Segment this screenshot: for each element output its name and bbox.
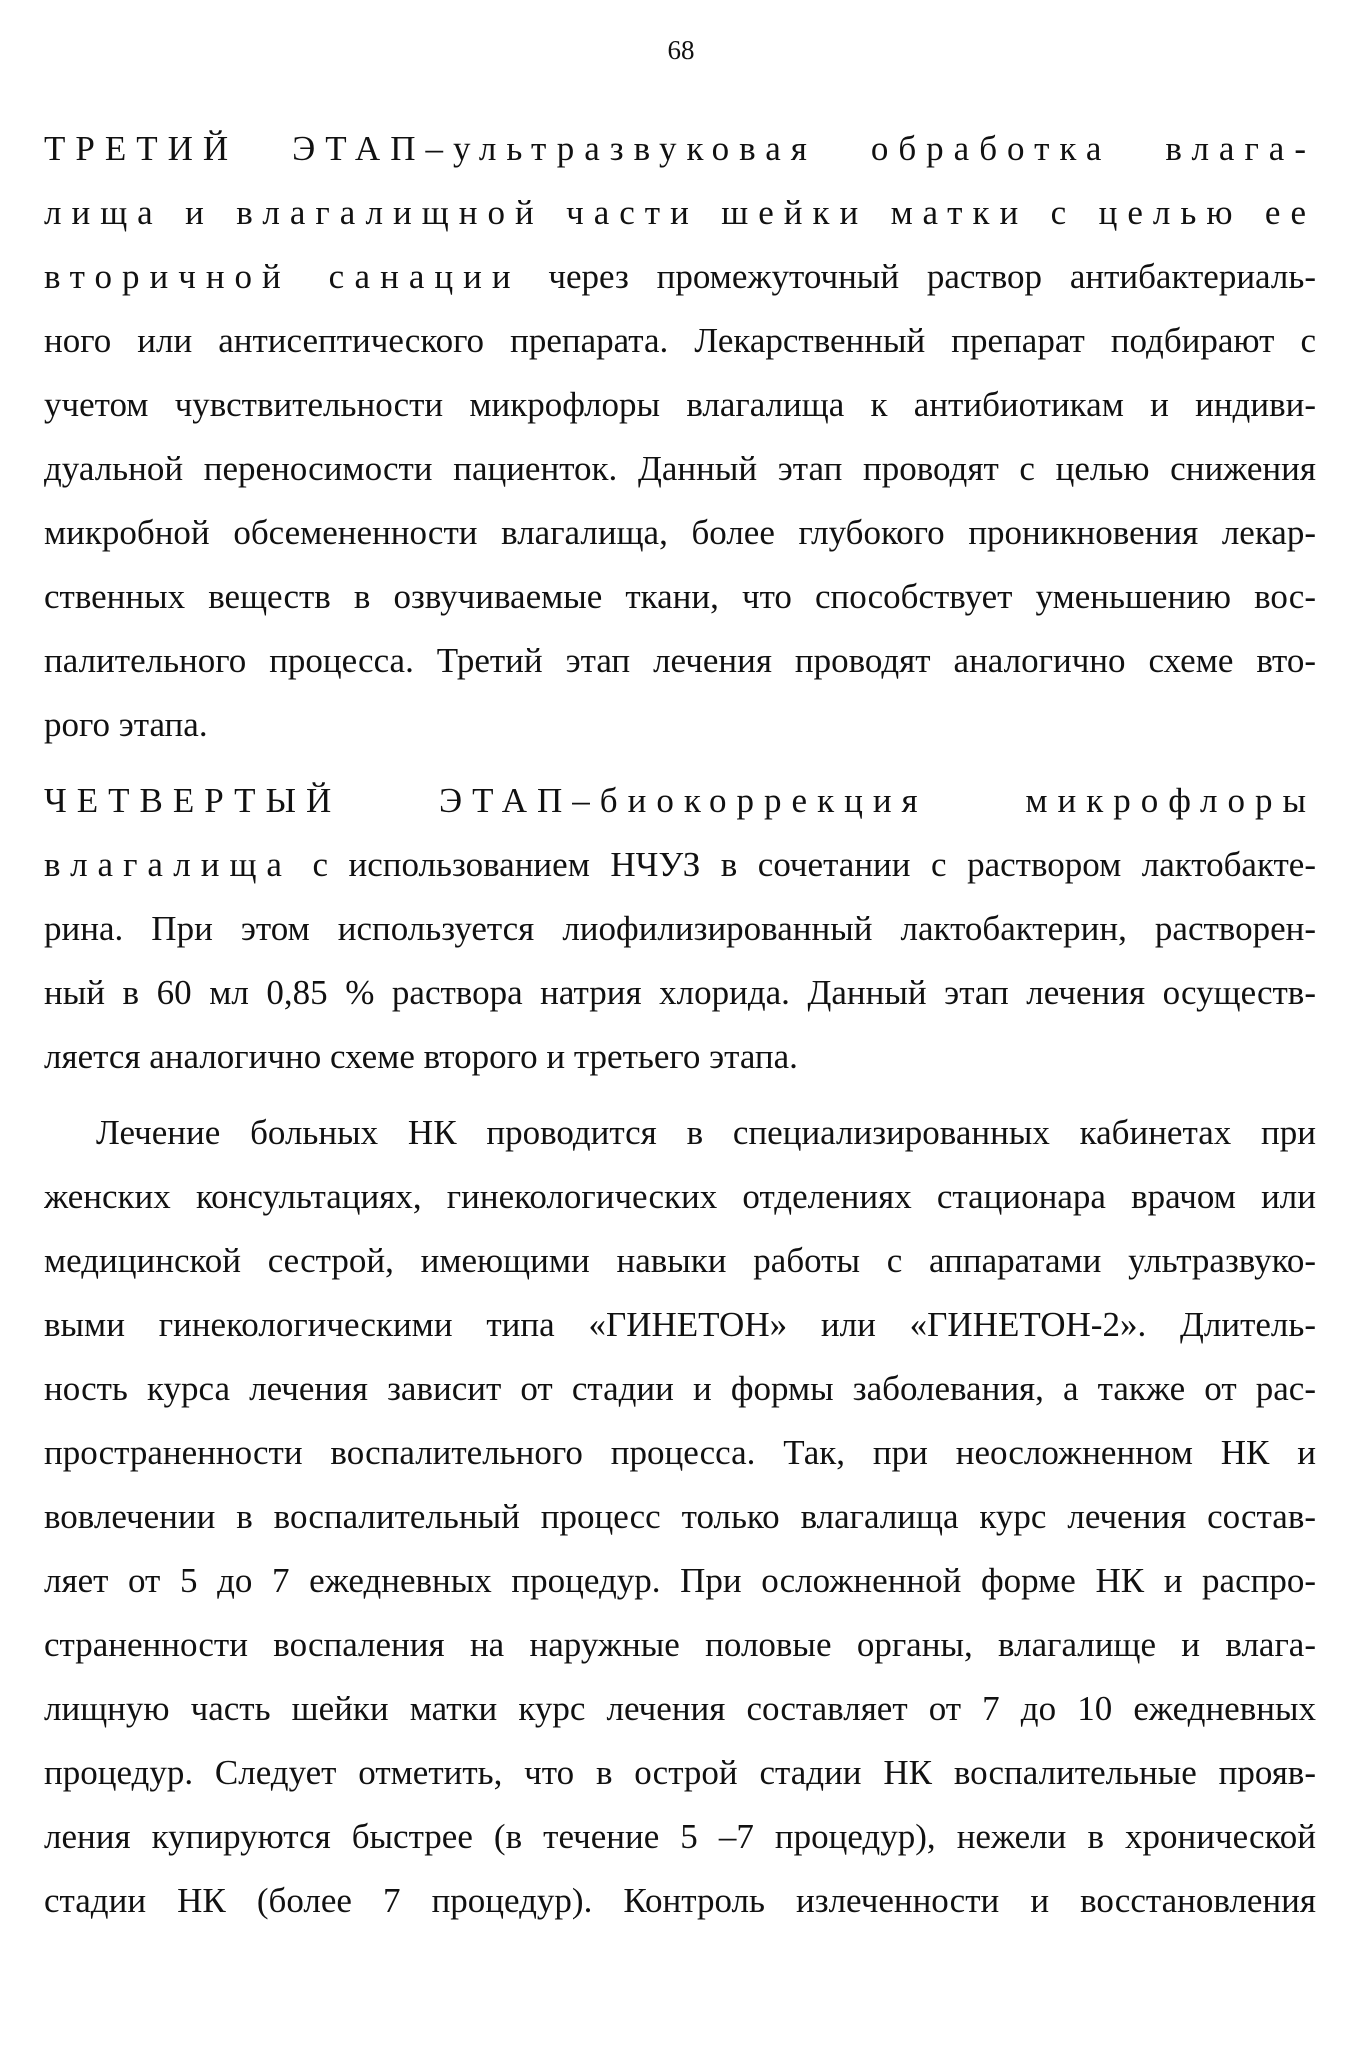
text-line <box>44 437 1316 501</box>
text-line <box>44 1869 1316 1933</box>
line-text: с использованием НЧУЗ в сочетании с раствором лактобакте- <box>291 845 1316 884</box>
text-line <box>44 769 1316 833</box>
text-line <box>44 1229 1316 1293</box>
line-text: –биокоррекция микрофлоры <box>572 781 1316 820</box>
text-line <box>44 501 1316 565</box>
line-text: страненности воспаления на наружные половые органы, влагалище и влага- <box>44 1625 1316 1664</box>
line-text: стадии НК (более 7 процедур). Контроль излеченности и восстановления <box>44 1881 1316 1920</box>
text-line <box>44 1677 1316 1741</box>
spaced-heading: влагалища <box>44 845 292 884</box>
text-line <box>44 117 1316 181</box>
spaced-heading: ТРЕТИЙ ЭТАП <box>44 129 426 168</box>
text-line <box>44 1165 1316 1229</box>
line-text: ственных веществ в озвучиваемые ткани, что способствует уменьшению вос- <box>44 577 1316 616</box>
line-text: лища и влагалищной части шейки матки с целью ее <box>44 193 1316 232</box>
text-line <box>44 833 1316 897</box>
line-text: выми гинекологическими типа «ГИНЕТОН» или «ГИНЕТОН-2». Длитель- <box>44 1305 1316 1344</box>
text-line <box>44 373 1316 437</box>
text-line <box>44 1485 1316 1549</box>
text-line <box>44 1293 1316 1357</box>
line-text: ность курса лечения зависит от стадии и формы заболевания, а также от рас- <box>44 1369 1316 1408</box>
line-text: Лечение больных НК проводится в специализированных кабинетах при <box>96 1113 1316 1152</box>
text-line <box>44 1421 1316 1485</box>
line-text: женских консультациях, гинекологических отделениях стационара врачом или <box>44 1177 1316 1216</box>
text-line <box>44 897 1316 961</box>
line-text: ляется аналогично схеме второго и третьего этапа. <box>44 1037 798 1076</box>
text-line <box>44 1025 1316 1089</box>
paragraph-gap <box>44 757 1316 769</box>
text-line <box>44 1805 1316 1869</box>
line-text: процедур. Следует отметить, что в острой стадии НК воспалительные прояв- <box>44 1753 1316 1792</box>
paragraph-stage-three <box>44 117 1316 757</box>
text-line <box>44 1613 1316 1677</box>
line-text: медицинской сестрой, имеющими навыки работы с аппаратами ультразвуко- <box>44 1241 1316 1280</box>
line-text: дуальной переносимости пациенток. Данный этап проводят с целью снижения <box>44 449 1316 488</box>
text-line <box>44 629 1316 693</box>
paragraph-stage-four <box>44 769 1316 1089</box>
paragraph-gap <box>44 1089 1316 1101</box>
text-line <box>44 565 1316 629</box>
document-body <box>44 117 1316 1933</box>
line-text: лищную часть шейки матки курс лечения составляет от 7 до 10 ежедневных <box>44 1689 1316 1728</box>
line-text: рого этапа. <box>44 705 208 744</box>
spaced-heading: вторичной санации <box>44 257 521 296</box>
paragraph-treatment <box>44 1101 1316 1933</box>
line-text: ляет от 5 до 7 ежедневных процедур. При осложненной форме НК и распро- <box>44 1561 1316 1600</box>
spaced-heading: ЧЕТВЕРТЫЙ ЭТАП <box>44 781 573 820</box>
line-text: ного или антисептического препарата. Лекарственный препарат подбирают с <box>44 321 1316 360</box>
text-line <box>44 1549 1316 1613</box>
text-line <box>44 1101 1316 1165</box>
text-line <box>44 1357 1316 1421</box>
text-line <box>44 181 1316 245</box>
line-text: микробной обсемененности влагалища, более глубокого проникновения лекар- <box>44 513 1316 552</box>
text-line <box>44 309 1316 373</box>
line-text: ления купируются быстрее (в течение 5 –7 процедур), нежели в хронической <box>44 1817 1316 1856</box>
line-text: пространенности воспалительного процесса. Так, при неосложненном НК и <box>44 1433 1316 1472</box>
line-text: –ультразвуковая обработка влага- <box>425 129 1316 168</box>
line-text: палительного процесса. Третий этап лечения проводят аналогично схеме вто- <box>44 641 1316 680</box>
text-line <box>44 961 1316 1025</box>
page-number: 68 <box>667 35 695 65</box>
text-line <box>44 693 1316 757</box>
text-line <box>44 245 1316 309</box>
line-text: рина. При этом используется лиофилизированный лактобактерин, растворен- <box>44 909 1316 948</box>
text-line <box>44 1741 1316 1805</box>
line-text: ный в 60 мл 0,85 % раствора натрия хлорида. Данный этап лечения осуществ- <box>44 973 1316 1012</box>
line-text: учетом чувствительности микрофлоры влагалища к антибиотикам и индиви- <box>44 385 1316 424</box>
line-text: вовлечении в воспалительный процесс только влагалища курс лечения состав- <box>44 1497 1316 1536</box>
line-text: через промежуточный раствор антибактериаль- <box>520 257 1316 296</box>
